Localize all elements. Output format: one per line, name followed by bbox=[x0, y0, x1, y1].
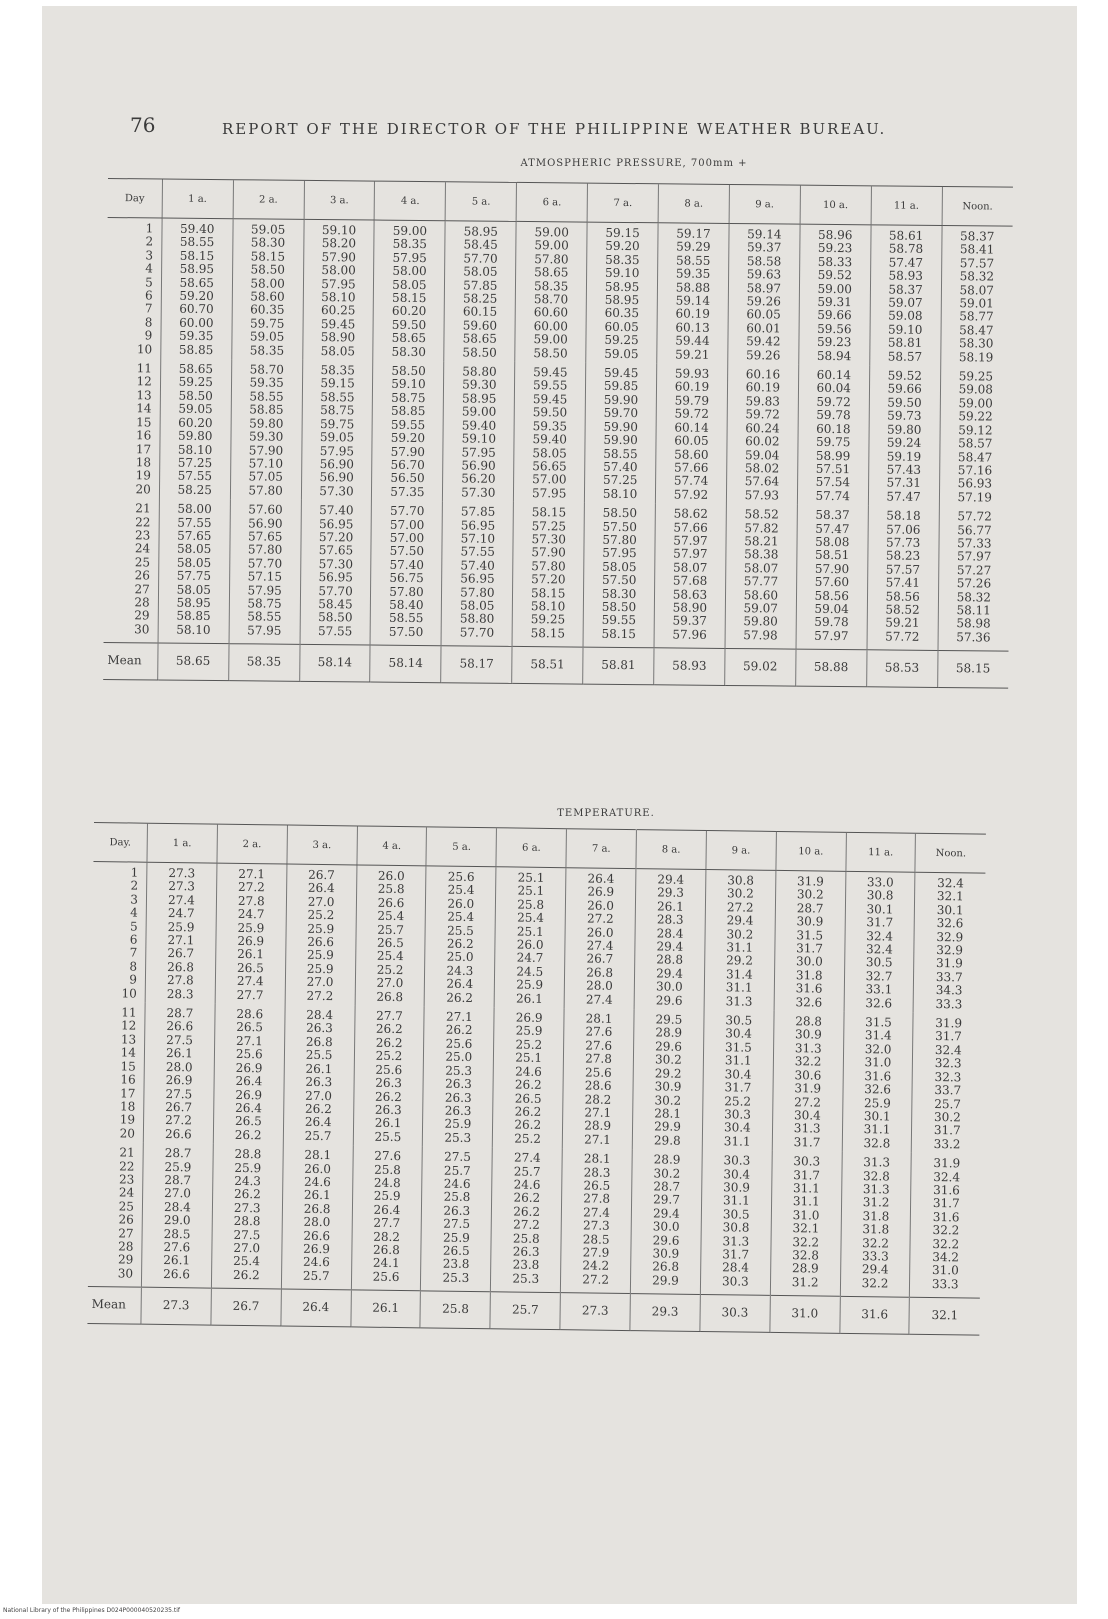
column-header-hour: 9 a. bbox=[729, 184, 800, 224]
hourly-values: 57.85 56.95 57.10 57.55 57.40 56.95 57.80 58.05 58.80 57.70 bbox=[441, 501, 513, 646]
column-header-hour: 10 a. bbox=[800, 185, 871, 225]
hourly-values: 26.9 25.9 25.2 25.1 24.6 26.2 26.5 26.2 26.2 25.2 bbox=[493, 1007, 565, 1148]
mean-value: 58.88 bbox=[795, 649, 866, 687]
hourly-values: 28.8 25.9 24.3 26.2 27.3 28.8 27.5 27.0 25.4 26.2 bbox=[211, 1144, 283, 1289]
hourly-values: 27.4 25.7 24.6 26.2 26.2 27.2 25.8 26.3 23.8 25.3 bbox=[491, 1147, 563, 1292]
column-header-hour: 2 a. bbox=[233, 180, 304, 220]
column-header-hour: 6 a. bbox=[496, 828, 566, 868]
column-header-hour: 11 a. bbox=[846, 832, 916, 872]
hourly-values: 59.10 58.20 57.90 58.00 57.95 58.10 60.25 59.45 58.90 58.05 bbox=[302, 219, 374, 360]
hourly-values: 31.3 32.8 31.3 31.2 31.8 31.8 32.2 33.3 29.4 32.2 bbox=[840, 1152, 912, 1297]
column-header-hour: 7 a. bbox=[587, 183, 658, 223]
hourly-values: 27.7 26.2 26.2 25.2 25.6 26.3 26.2 26.3 26.1 25.5 bbox=[353, 1005, 425, 1146]
hourly-values: 58.18 57.06 57.73 58.23 57.57 57.41 58.56 58.52 59.21 57.72 bbox=[867, 505, 939, 650]
mean-value: 26.4 bbox=[281, 1289, 351, 1327]
mean-label: Mean bbox=[103, 643, 158, 681]
page-number: 76 bbox=[130, 113, 156, 137]
hourly-values: 26.4 26.9 26.0 27.2 26.0 27.4 26.7 26.8 28.0 27.4 bbox=[564, 868, 636, 1009]
hourly-values: 58.95 58.45 57.70 58.05 57.85 58.25 60.15 59.60 58.65 58.50 bbox=[444, 221, 516, 362]
column-header-hour: 3 a. bbox=[287, 825, 357, 865]
mean-value: 59.02 bbox=[725, 649, 796, 687]
hourly-values: 59.93 60.19 59.79 59.72 60.14 60.05 58.60 57.66 57.74 57.92 bbox=[655, 363, 727, 504]
hourly-values: 27.1 26.2 25.6 25.0 25.3 26.3 26.3 26.3 25.9 25.3 bbox=[423, 1006, 495, 1147]
hourly-values: 58.35 59.15 58.55 58.75 59.75 59.05 57.95 56.90 56.90 57.30 bbox=[301, 360, 373, 501]
hourly-values: 28.1 28.3 26.5 27.8 27.4 27.3 28.5 27.9 24.2 27.2 bbox=[561, 1148, 633, 1293]
hourly-values: 58.50 59.10 58.75 58.85 59.55 59.20 57.90 56.70 56.50 57.35 bbox=[372, 361, 444, 502]
column-header-hour: 1 a. bbox=[147, 823, 217, 863]
running-head: REPORT OF THE DIRECTOR OF THE PHILIPPINE WEATHER BUREAU. bbox=[222, 120, 887, 138]
column-header-hour: 8 a. bbox=[636, 830, 706, 870]
hourly-values: 31.9 31.7 32.4 32.3 32.3 33.7 25.7 30.2 31.7 33.2 bbox=[912, 1013, 984, 1154]
mean-value: 25.8 bbox=[420, 1291, 490, 1329]
mean-value: 58.14 bbox=[299, 645, 370, 683]
mean-value: 25.7 bbox=[490, 1292, 560, 1330]
hourly-values: 58.62 57.66 57.97 57.97 58.07 57.68 58.63 58.90 59.37 57.96 bbox=[654, 503, 726, 648]
column-header-hour: 8 a. bbox=[658, 184, 729, 224]
mean-value: 27.3 bbox=[141, 1287, 211, 1325]
day-numbers: 11 12 13 14 15 16 17 18 19 20 bbox=[135, 361, 153, 497]
hourly-values: 58.52 57.82 58.21 58.38 58.07 57.77 58.60 59.07 59.80 57.98 bbox=[725, 504, 797, 649]
hourly-values: 30.5 30.4 31.5 31.1 30.4 31.7 25.2 30.3 30.4 31.1 bbox=[702, 1010, 774, 1151]
column-header-hour: Noon. bbox=[915, 833, 986, 873]
mean-value: 58.51 bbox=[512, 647, 583, 685]
day-group-row bbox=[104, 498, 1010, 651]
day-numbers: 1 2 3 4 5 6 7 8 9 10 bbox=[121, 865, 139, 1001]
mean-value: 58.15 bbox=[937, 651, 1008, 689]
mean-value: 58.53 bbox=[866, 650, 937, 688]
hourly-values: 28.6 26.5 27.1 25.6 26.9 26.4 26.9 26.4 26.5 26.2 bbox=[213, 1004, 285, 1145]
column-header-hour: 6 a. bbox=[516, 182, 587, 222]
column-header-hour: 1 a. bbox=[162, 179, 233, 219]
column-header-hour: 4 a. bbox=[375, 181, 446, 221]
mean-value: 58.14 bbox=[370, 645, 441, 683]
hourly-values: 58.96 59.23 58.33 59.52 59.00 59.31 59.66 59.56 59.23 58.94 bbox=[799, 224, 871, 365]
day-group-row bbox=[88, 1142, 982, 1298]
hourly-values: 59.15 59.20 58.35 59.10 58.95 58.95 60.35 60.05 59.25 59.05 bbox=[586, 222, 658, 363]
mean-value: 29.3 bbox=[630, 1294, 700, 1332]
mean-value: 58.81 bbox=[583, 647, 654, 685]
hourly-values: 57.40 56.95 57.20 57.65 57.30 56.95 57.70 58.45 58.50 57.55 bbox=[300, 500, 372, 645]
column-header-day: Day. bbox=[93, 822, 147, 862]
hourly-values: 58.80 59.30 58.95 59.00 59.40 59.10 57.95 56.90 56.20 57.30 bbox=[443, 361, 515, 502]
hourly-values: 59.52 59.66 59.50 59.73 59.80 59.24 59.19 57.43 57.31 57.47 bbox=[868, 365, 940, 506]
mean-value: 31.0 bbox=[770, 1296, 840, 1334]
hourly-values: 33.0 30.8 30.1 31.7 32.4 32.4 30.5 32.7 33.1 32.6 bbox=[844, 871, 916, 1012]
hourly-values: 59.40 58.55 58.15 58.95 58.65 59.20 60.70 60.00 59.35 58.85 bbox=[161, 218, 233, 359]
column-header-hour: 5 a. bbox=[426, 827, 496, 867]
mean-value: 58.17 bbox=[441, 646, 512, 684]
hourly-values: 59.25 59.08 59.00 59.22 59.12 58.57 58.47 57.16 56.93 57.19 bbox=[939, 366, 1011, 507]
hourly-values: 30.3 31.7 31.1 31.1 31.0 32.1 32.2 32.8 28.9 31.2 bbox=[770, 1151, 842, 1296]
mean-value: 26.1 bbox=[351, 1290, 421, 1328]
mean-value: 26.7 bbox=[211, 1288, 281, 1326]
hourly-values: 30.3 30.4 30.9 31.1 30.5 30.8 31.3 31.7 28.4 30.3 bbox=[700, 1150, 772, 1295]
hourly-values: 29.5 28.9 29.6 30.2 29.2 30.9 30.2 28.1 29.9 29.8 bbox=[632, 1009, 704, 1150]
hourly-values: 59.00 59.00 57.80 58.65 58.35 58.70 60.60 60.00 59.00 58.50 bbox=[515, 221, 587, 362]
column-header-hour: 5 a. bbox=[445, 182, 516, 222]
column-header-hour: 11 a. bbox=[871, 186, 942, 226]
hourly-values: 58.37 58.41 57.57 58.32 58.07 59.01 58.77 58.47 58.30 58.19 bbox=[940, 226, 1012, 367]
hourly-values: 25.1 25.1 25.8 25.4 25.1 26.0 24.7 24.5 25.9 26.1 bbox=[494, 867, 566, 1008]
day-numbers: 21 22 23 24 25 26 27 28 29 30 bbox=[117, 1145, 135, 1281]
pressure-table-title: ATMOSPHERIC PRESSURE, 700mm + bbox=[520, 158, 748, 169]
hourly-values: 28.9 30.2 28.7 29.7 29.4 30.0 29.6 30.9 26.8 29.9 bbox=[630, 1149, 702, 1294]
hourly-values: 57.70 57.00 57.00 57.50 57.40 56.75 57.80 58.40 58.55 57.50 bbox=[370, 501, 442, 646]
temperature-table bbox=[87, 822, 985, 1336]
column-header-day: Day bbox=[108, 178, 163, 218]
hourly-values: 28.1 27.6 27.6 27.8 25.6 28.6 28.2 27.1 28.9 27.1 bbox=[562, 1008, 634, 1149]
hourly-values: 58.65 59.25 58.50 59.05 60.20 59.80 58.10 57.25 57.55 58.25 bbox=[159, 359, 231, 500]
hourly-values: 58.70 59.35 58.55 58.85 59.80 59.30 57.90 57.10 57.05 57.80 bbox=[230, 359, 302, 500]
hourly-values: 31.5 31.4 32.0 31.0 31.6 32.6 25.9 30.1 31.1 32.8 bbox=[842, 1012, 914, 1153]
column-header-hour: 10 a. bbox=[776, 831, 846, 871]
mean-value: 32.1 bbox=[909, 1297, 980, 1335]
hourly-values: 58.50 57.50 57.80 57.95 58.05 57.50 58.30 58.50 59.55 58.15 bbox=[583, 503, 655, 648]
hourly-values: 28.4 26.3 26.8 25.5 26.1 26.3 27.0 26.2 26.4 25.7 bbox=[283, 1005, 355, 1146]
hourly-values: 60.16 60.19 59.83 59.72 60.24 60.02 59.04 58.02 57.64 57.93 bbox=[726, 364, 798, 505]
mean-value: 27.3 bbox=[560, 1293, 630, 1331]
day-numbers: 11 12 13 14 15 16 17 18 19 20 bbox=[119, 1005, 137, 1141]
hourly-values: 29.4 29.3 26.1 28.3 28.4 29.4 28.8 29.4 30.0 29.6 bbox=[634, 869, 706, 1010]
column-header-hour: 3 a. bbox=[304, 180, 375, 220]
day-group-row bbox=[106, 217, 1012, 366]
hourly-values: 28.1 26.0 24.6 26.1 26.8 28.0 26.6 26.9 24.6 25.7 bbox=[281, 1145, 353, 1290]
mean-value: 30.3 bbox=[700, 1295, 770, 1333]
hourly-values: 59.45 59.85 59.90 59.70 59.90 59.90 58.55 57.40 57.25 58.10 bbox=[585, 363, 657, 504]
day-group-row bbox=[105, 358, 1011, 507]
mean-value: 31.6 bbox=[839, 1296, 909, 1334]
mean-value: 58.65 bbox=[157, 643, 228, 681]
hourly-values: 30.8 30.2 27.2 29.4 30.2 31.1 29.2 31.4 31.1 31.3 bbox=[704, 870, 776, 1011]
hourly-values: 27.6 25.8 24.8 25.9 26.4 27.7 28.2 26.8 24.1 25.6 bbox=[351, 1146, 423, 1291]
day-group-row bbox=[92, 861, 986, 1013]
hourly-values: 25.6 25.4 26.0 25.4 25.5 26.2 25.0 24.3 26.4 26.2 bbox=[425, 866, 497, 1007]
hourly-values: 58.37 57.47 58.08 58.51 57.90 57.60 58.56 59.04 59.78 57.97 bbox=[796, 505, 868, 650]
hourly-values: 28.7 26.6 27.5 26.1 28.0 26.9 27.5 26.7 27.2 26.6 bbox=[143, 1003, 215, 1144]
column-header-hour: 9 a. bbox=[706, 831, 776, 871]
day-numbers: 1 2 3 4 5 6 7 8 9 10 bbox=[136, 221, 154, 357]
hourly-values: 58.00 57.55 57.65 58.05 58.05 57.75 58.05 58.95 58.85 58.10 bbox=[158, 499, 230, 644]
hourly-values: 59.00 58.35 57.95 58.00 58.05 58.15 60.20 59.50 58.65 58.30 bbox=[373, 220, 445, 361]
mean-value: 58.35 bbox=[228, 644, 299, 682]
hourly-values: 26.7 26.4 27.0 25.2 25.9 26.6 25.9 25.9 27.0 27.2 bbox=[285, 864, 357, 1005]
hourly-values: 59.05 58.30 58.15 58.50 58.00 58.60 60.35 59.75 59.05 58.35 bbox=[231, 219, 303, 360]
hourly-values: 26.0 25.8 26.6 25.4 25.7 26.5 25.4 25.2 27.0 26.8 bbox=[355, 865, 427, 1006]
hourly-values: 27.1 27.2 27.8 24.7 25.9 26.9 26.1 26.5 27.4 27.7 bbox=[215, 863, 287, 1004]
day-group-row bbox=[90, 1002, 984, 1154]
hourly-values: 58.61 58.78 57.47 58.93 58.37 59.07 59.08 59.10 58.81 58.57 bbox=[869, 225, 941, 366]
hourly-values: 59.17 59.29 58.55 59.35 58.88 59.14 60.19 60.13 59.44 59.21 bbox=[657, 223, 729, 364]
hourly-values: 27.3 27.3 27.4 24.7 25.9 27.1 26.7 26.8 27.8 28.3 bbox=[145, 862, 217, 1003]
hourly-values: 59.45 59.55 59.45 59.50 59.35 59.40 58.05 56.65 57.00 57.95 bbox=[514, 362, 586, 503]
temperature-table-title: TEMPERATURE. bbox=[557, 808, 655, 819]
column-header-hour: 4 a. bbox=[357, 826, 427, 866]
hourly-values: 32.4 32.1 30.1 32.6 32.9 32.9 31.9 33.7 34.3 33.3 bbox=[914, 872, 986, 1013]
hourly-values: 57.60 56.90 57.65 57.80 57.70 57.15 57.95 58.75 58.55 57.95 bbox=[229, 499, 301, 644]
column-header-hour: Noon. bbox=[942, 187, 1013, 227]
hourly-values: 57.72 56.77 57.33 57.97 57.27 57.26 58.32 58.11 58.98 57.36 bbox=[938, 506, 1010, 651]
hourly-values: 59.14 59.37 58.58 59.63 58.97 59.26 60.05 60.01 59.42 59.26 bbox=[728, 223, 800, 364]
hourly-values: 28.8 30.9 31.3 32.2 30.6 31.9 27.2 30.4 31.3 31.7 bbox=[772, 1011, 844, 1152]
hourly-values: 60.14 60.04 59.72 59.78 60.18 59.75 58.99 57.51 57.54 57.74 bbox=[797, 365, 869, 506]
column-header-hour: 7 a. bbox=[566, 829, 636, 869]
column-header-hour: 2 a. bbox=[217, 824, 287, 864]
hourly-values: 31.9 30.2 28.7 30.9 31.5 31.7 30.0 31.8 31.6 32.6 bbox=[774, 870, 846, 1011]
hourly-values: 27.5 25.7 24.6 25.8 26.3 27.5 25.9 26.5 23.8 25.3 bbox=[421, 1146, 493, 1291]
day-numbers: 21 22 23 24 25 26 27 28 29 30 bbox=[134, 501, 151, 637]
pressure-table bbox=[103, 178, 1013, 689]
hourly-values: 58.15 57.25 57.30 57.90 57.80 57.20 58.15 58.10 59.25 58.15 bbox=[512, 502, 584, 647]
mean-value: 58.93 bbox=[654, 648, 725, 686]
hourly-values: 28.7 25.9 28.7 27.0 28.4 29.0 28.5 27.6 26.1 26.6 bbox=[141, 1143, 213, 1288]
mean-label: Mean bbox=[87, 1287, 141, 1325]
hourly-values: 31.9 32.4 31.6 31.7 31.6 32.2 32.2 34.2 31.0 33.3 bbox=[910, 1153, 982, 1298]
scan-footer: National Library of the Philippines D024P000040520235.tif bbox=[3, 1607, 181, 1614]
